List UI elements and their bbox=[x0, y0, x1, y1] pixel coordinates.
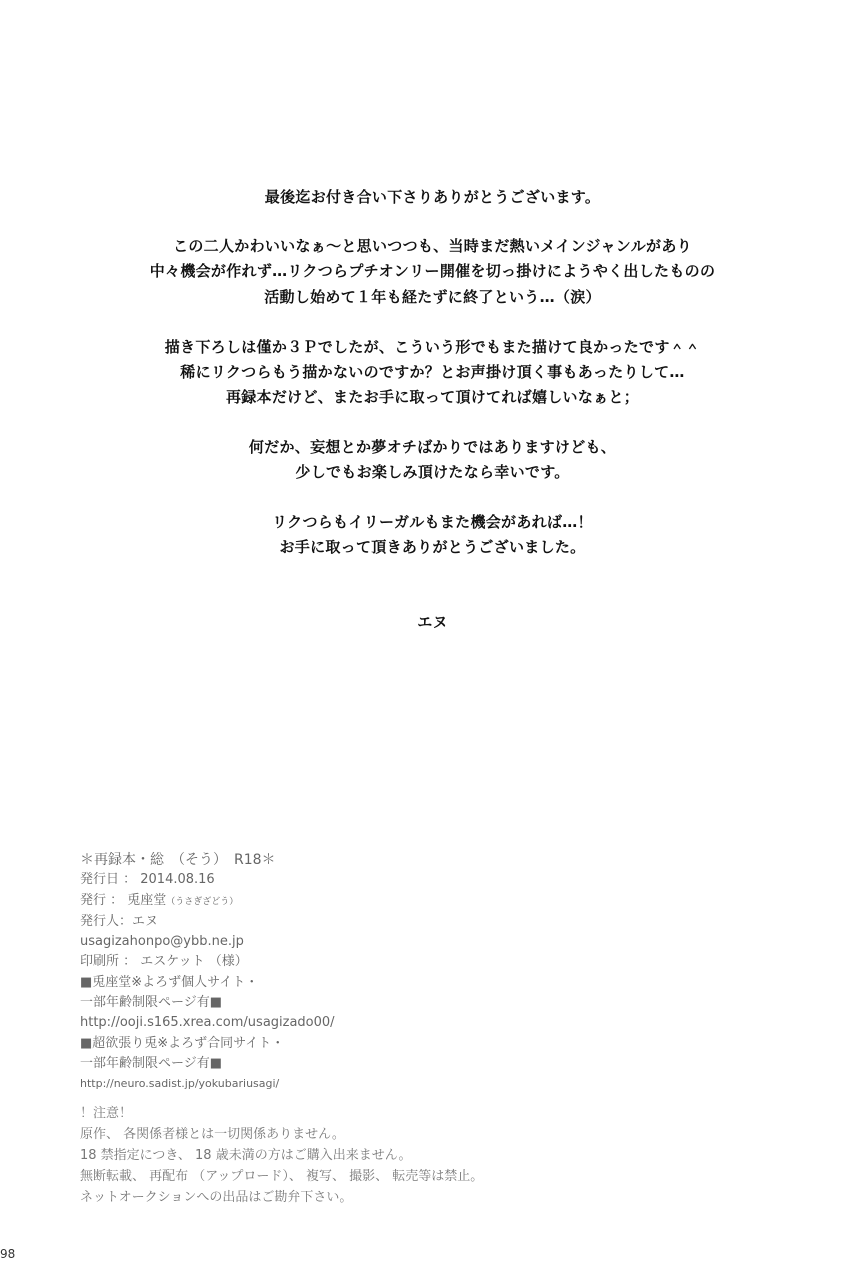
notice-line: 無断転載、 再配布 （アップロード）、 複写、 撮影、 転売等は禁止。 bbox=[80, 1169, 484, 1184]
site2-note: 一部年齢制限ページ有■ bbox=[80, 1055, 223, 1071]
publisher bbox=[80, 891, 335, 912]
publisher-reading: （うさぎざどう） bbox=[166, 896, 239, 907]
notice-line: 18 禁指定につき、 18 歳未満の方はご購入出来ません。 bbox=[80, 1148, 412, 1163]
afterword-line: お手に取って頂きありがとうございました。 bbox=[279, 538, 586, 556]
publisher-name: 発行 ： 兎座堂 bbox=[80, 892, 167, 908]
afterword-line: この二人かわいいなぁ～と思いつつも、当時まだ熱いメインジャンルがあり bbox=[173, 237, 692, 255]
colophon bbox=[80, 850, 335, 1095]
notice bbox=[80, 1103, 483, 1208]
site1-url: http://ooji.s165.xrea.com/usagizado00/ bbox=[80, 1015, 335, 1031]
site2-url: http://neuro.sadist.jp/yokubariusagi/ bbox=[80, 1077, 280, 1091]
afterword-line: 最後迄お付き合い下さりありがとうございます。 bbox=[264, 188, 601, 206]
notice-line: 原作、 各関係者様とは一切関係ありません。 bbox=[80, 1127, 345, 1142]
afterword-line: 活動し始めて１年も経たずに終了という…（涙） bbox=[264, 288, 601, 306]
issuer: 発行人：エヌ bbox=[80, 913, 159, 929]
site1-note: 一部年齢制限ページ有■ bbox=[80, 995, 223, 1011]
afterword-line: 何だか、妄想とか夢オチばかりではありますけども、 bbox=[248, 438, 617, 456]
site2-name: ■超欲張り兎※よろず合同サイト・ bbox=[80, 1035, 285, 1051]
notice-line: ネットオークションへの出品はご勘弁下さい。 bbox=[80, 1190, 353, 1205]
afterword-line: 稀にリクつらもう描かないのですか？とお声掛け頂く事もあったりして… bbox=[180, 363, 685, 381]
publish-date: 発行日 ： 2014.08.16 bbox=[80, 872, 215, 888]
site1-name: ■兎座堂※よろず個人サイト・ bbox=[80, 974, 259, 990]
afterword-line: 描き下ろしは僅か３Ｐでしたが、こういう形でもまた描けて良かったです＾＾ bbox=[164, 338, 701, 356]
colophon-title: ＊再録本・総 （そう） R18＊ bbox=[80, 852, 276, 868]
notice-heading: ！注意！ bbox=[80, 1106, 133, 1121]
email: usagizahonpo@ybb.ne.jp bbox=[80, 934, 244, 950]
afterword-line: 中々機会が作れず…リクつらプチオンリー開催を切っ掛けにようやく出したものの bbox=[149, 262, 716, 280]
afterword-line: 再録本だけど、またお手に取って頂けてれば嬉しいなぁと； bbox=[225, 388, 640, 406]
printer: 印刷所 ： エスケット （様） bbox=[80, 954, 248, 970]
afterword-line: 少しでもお楽しみ頂けたなら幸いです。 bbox=[295, 463, 570, 481]
signature: エヌ bbox=[417, 613, 448, 631]
afterword-line: リクつらもイリーガルもまた機会があれば…！ bbox=[272, 513, 593, 531]
page-number: 98 bbox=[0, 1247, 16, 1261]
